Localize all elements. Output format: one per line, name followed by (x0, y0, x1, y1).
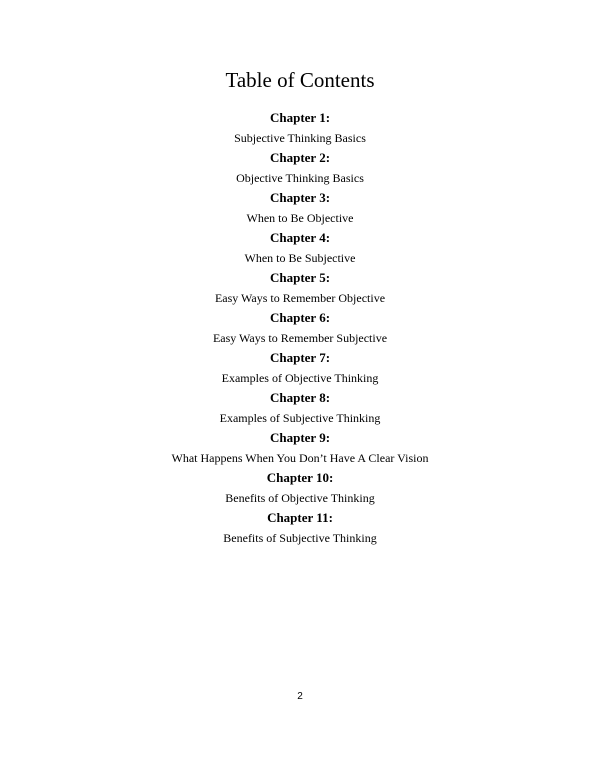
chapter-title: Examples of Subjective Thinking (219, 411, 381, 425)
chapter-label: Chapter 8: (269, 390, 331, 405)
page-title: Table of Contents (225, 68, 375, 92)
chapter-label: Chapter 9: (269, 430, 331, 445)
toc-entry-chapter-2 (0, 148, 600, 188)
chapter-label: Chapter 2: (269, 150, 331, 165)
chapter-title: Objective Thinking Basics (236, 171, 364, 185)
chapter-title: Subjective Thinking Basics (234, 131, 366, 145)
toc-entry-chapter-5 (0, 268, 600, 308)
chapter-title: When to Be Subjective (244, 251, 356, 265)
chapter-label: Chapter 5: (269, 270, 331, 285)
chapter-title: Easy Ways to Remember Subjective (212, 331, 388, 345)
toc-entry-chapter-11 (0, 508, 600, 548)
table-of-contents-list (0, 108, 600, 548)
chapter-label: Chapter 3: (269, 190, 331, 205)
toc-entry-chapter-8 (0, 388, 600, 428)
toc-entry-chapter-7 (0, 348, 600, 388)
chapter-label: Chapter 11: (267, 510, 333, 525)
toc-entry-chapter-4 (0, 228, 600, 268)
chapter-label: Chapter 6: (269, 310, 331, 325)
chapter-title: Benefits of Subjective Thinking (223, 531, 377, 545)
chapter-title: When to Be Objective (246, 211, 354, 225)
chapter-label: Chapter 10: (266, 470, 334, 485)
chapter-label: Chapter 1: (269, 110, 331, 125)
chapter-title: Examples of Objective Thinking (221, 371, 379, 385)
chapter-title: Benefits of Objective Thinking (225, 491, 375, 505)
toc-entry-chapter-10 (0, 468, 600, 508)
chapter-title: What Happens When You Don’t Have A Clear Vision (171, 451, 429, 465)
toc-entry-chapter-9 (0, 428, 600, 468)
toc-entry-chapter-6 (0, 308, 600, 348)
page-number: 2 (297, 691, 303, 702)
toc-entry-chapter-3 (0, 188, 600, 228)
chapter-title: Easy Ways to Remember Objective (214, 291, 386, 305)
toc-entry-chapter-1 (0, 108, 600, 148)
chapter-label: Chapter 7: (269, 350, 331, 365)
chapter-label: Chapter 4: (269, 230, 331, 245)
